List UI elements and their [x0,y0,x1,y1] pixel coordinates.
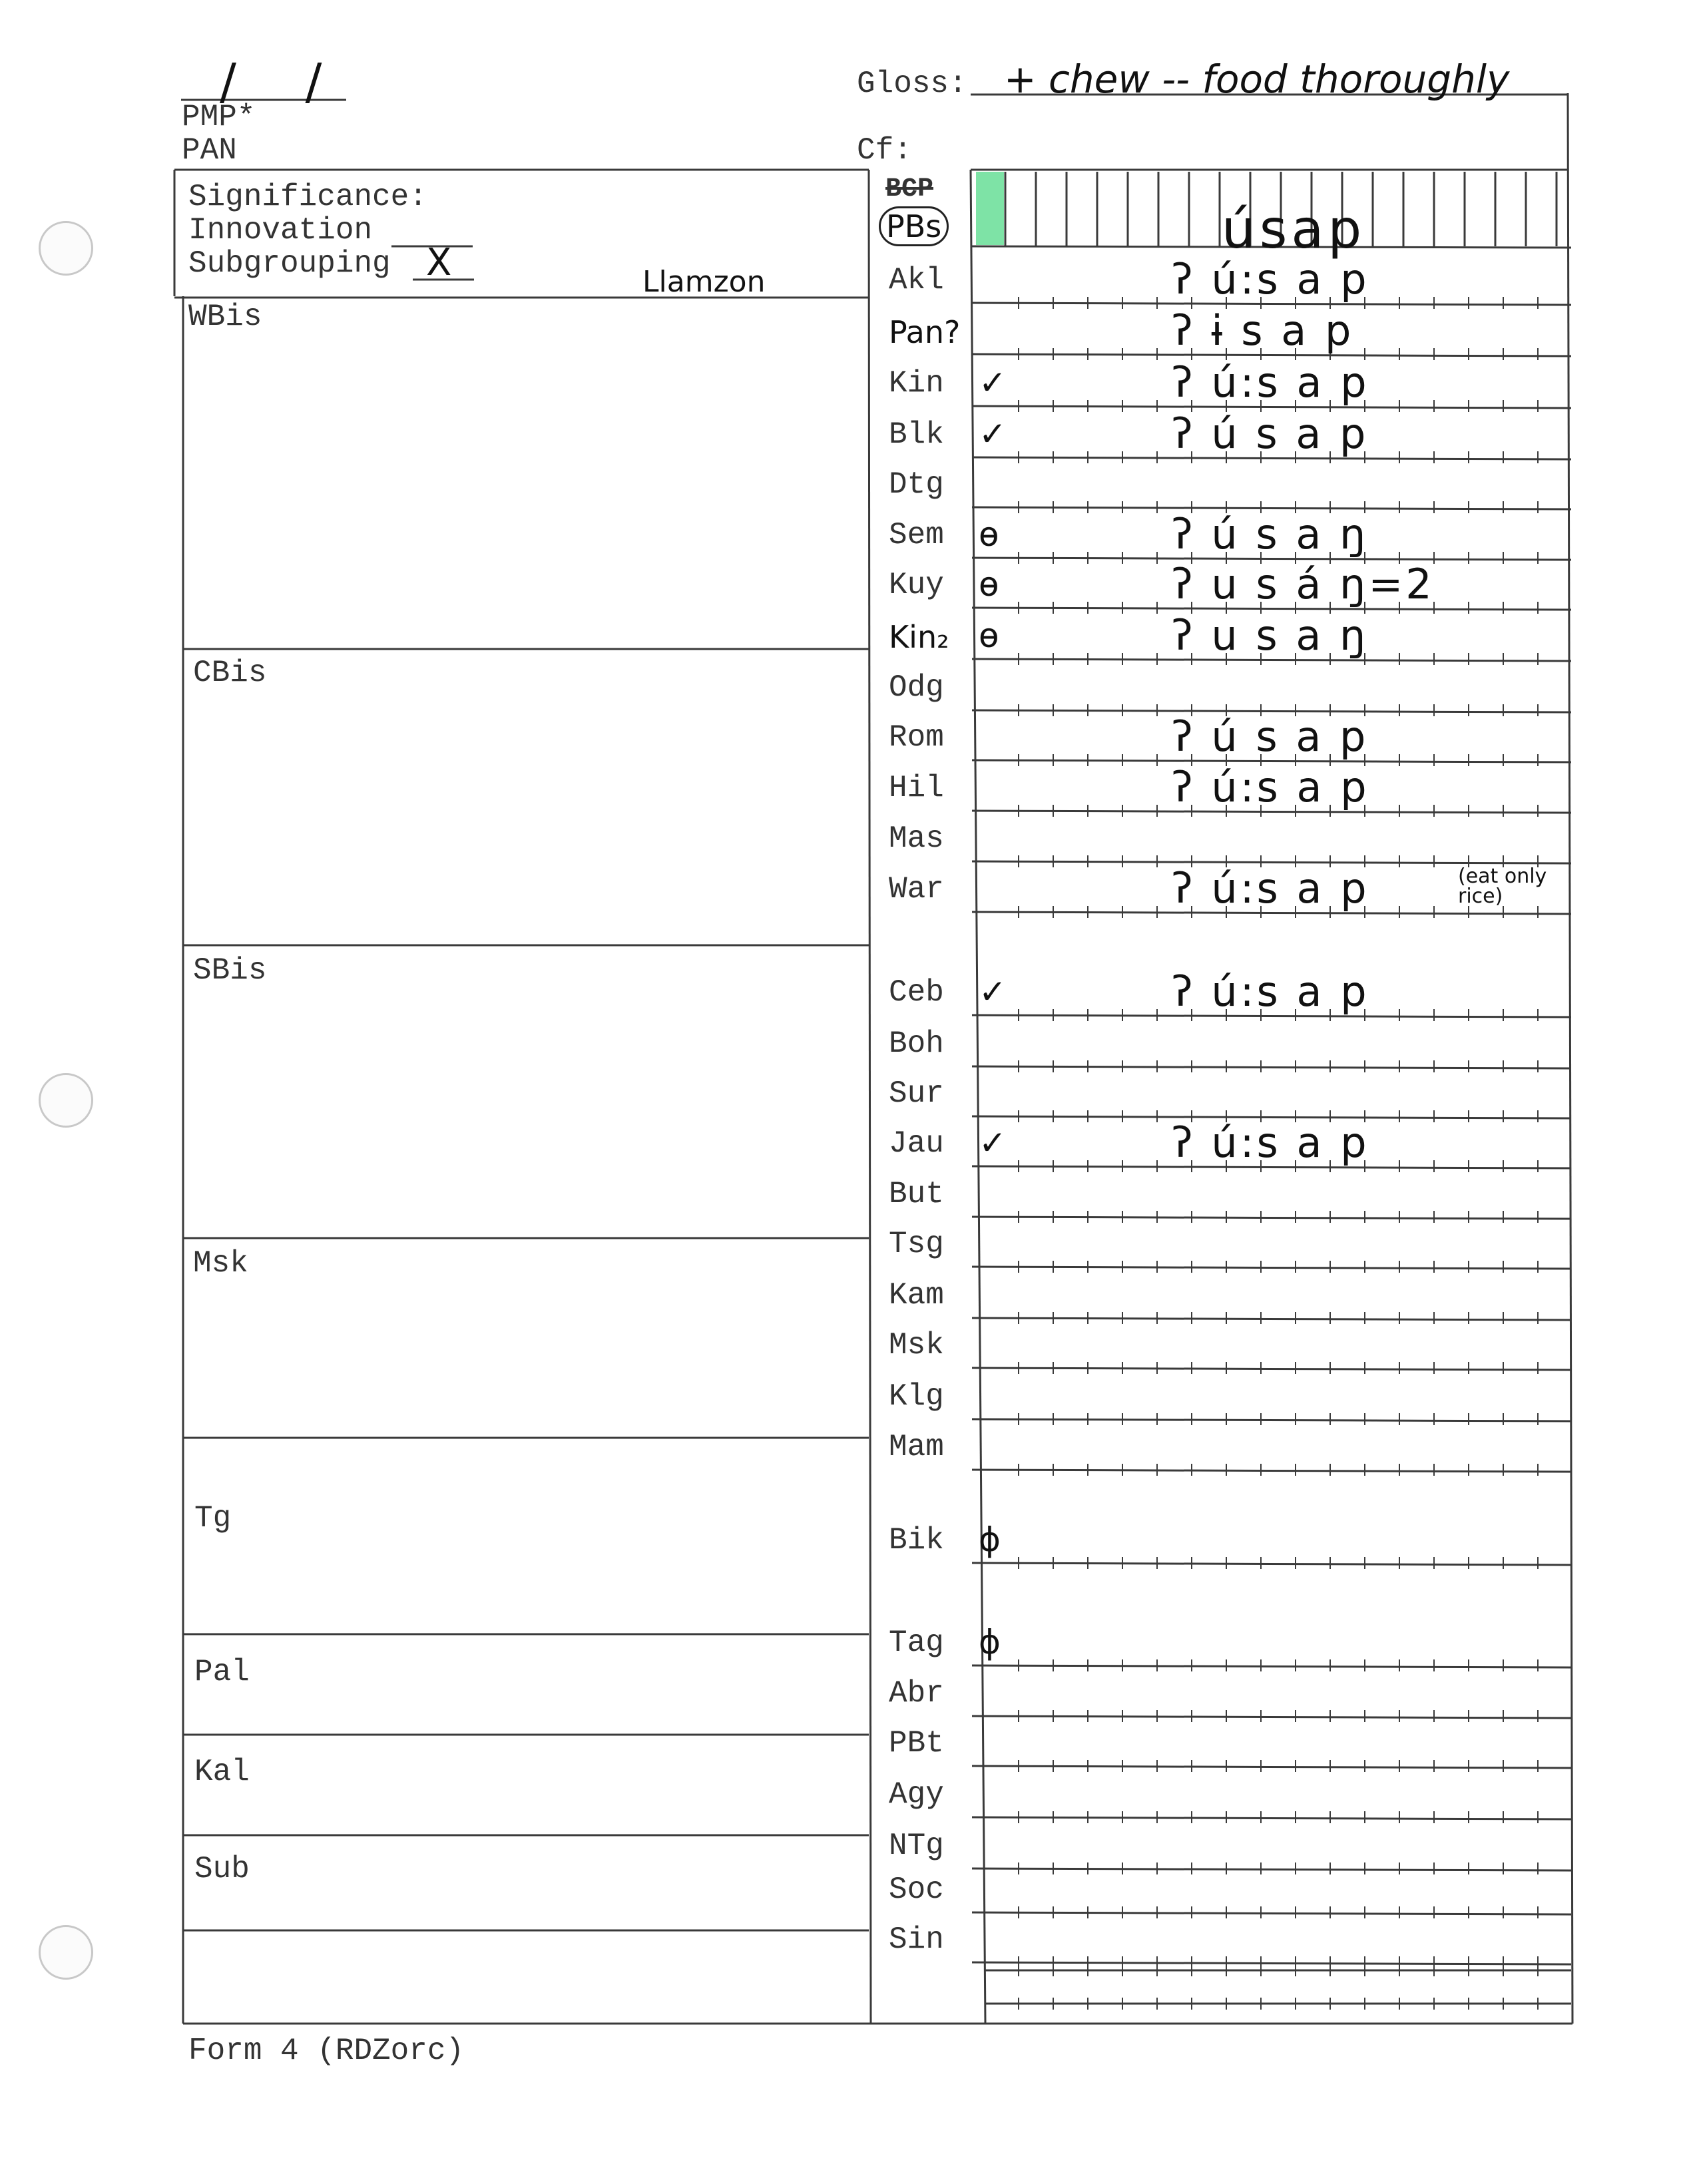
language-code: PBt [889,1726,944,1761]
language-code: Ceb [889,975,944,1010]
language-code: Dtg [889,467,944,502]
reconstructed-form: ʔ ú:s a p [1172,358,1369,407]
language-code: Agy [889,1777,944,1812]
language-code: Bik [889,1523,944,1558]
language-code: Mas [889,821,944,856]
group-label-tg: Tg [194,1501,232,1536]
language-code: Kuy [889,568,944,602]
subgrouping-value: X [426,241,452,284]
reconstructed-form: ʔ ú s a ŋ [1172,510,1369,558]
group-label-sub: Sub [194,1852,250,1886]
status-mark: ✓ [979,973,1007,1011]
cf-label: Cf: [857,133,912,168]
language-code: Mam [889,1430,944,1464]
green-highlight [976,172,1004,245]
language-code: Msk [889,1328,944,1363]
status-mark: ɵ [979,616,999,655]
status-mark: ✓ [979,415,1007,453]
subgrouping-label: Subgrouping [188,246,391,281]
language-code: Tsg [889,1227,944,1261]
group-label-pal: Pal [194,1655,250,1689]
innovation-label: Innovation [188,213,373,248]
reconstructed-form: ʔ ú:s a p [1172,864,1369,913]
language-code: Kin [889,366,944,401]
reconstructed-form: ʔ ú s a p [1172,409,1369,458]
group-label-sbis: SBis [193,953,267,988]
status-mark: ✓ [979,363,1007,402]
reconstructed-form: ʔ ú:s a p [1172,763,1369,811]
reconstructed-form: ʔ ú s a p [1172,712,1369,761]
language-code: Sin [889,1922,944,1957]
status-mark: ϕ [979,1520,1001,1559]
language-code: But [889,1177,944,1211]
reconstructed-form: ʔ u s a ŋ [1172,611,1369,660]
language-code: Rom [889,720,944,755]
pan-label: PAN [182,133,237,168]
language-code: Soc [889,1872,944,1907]
significance-title: Significance: [188,180,427,214]
language-code: Kin₂ [889,619,949,655]
gloss-label: Gloss: [857,67,967,101]
status-mark: ✓ [979,1124,1007,1162]
language-code: Odg [889,670,944,705]
date-marks: / / [220,53,349,110]
crossed-label: BCP [885,174,934,204]
language-code: NTg [889,1829,944,1863]
group-label-wbis: WBis [188,300,262,334]
status-mark: ϕ [979,1623,1001,1661]
language-code: Kam [889,1278,944,1313]
language-code: PBs [879,206,949,246]
language-code: Sem [889,518,944,552]
language-code: Akl [889,263,944,298]
group-label-kal: Kal [194,1755,250,1789]
language-code: Pan? [889,314,961,350]
language-code: Sur [889,1076,944,1111]
language-code: War [889,872,944,907]
language-code: Abr [889,1676,944,1711]
language-code: Tag [889,1626,944,1660]
gloss-value: + chew -- food thoroughly [1004,57,1510,102]
group-label-msk: Msk [193,1246,248,1281]
reconstructed-form: ʔ u s á ŋ=2 [1172,560,1435,608]
group-label-cbis: CBis [193,656,267,690]
language-code: Boh [889,1026,944,1061]
reconstructed-form: ʔ ú:s a p [1172,255,1369,304]
gloss-note: (eat only rice) [1458,865,1547,908]
reconstructed-form: úsap [1222,198,1366,260]
form-footer: Form 4 (RDZorc) [188,2034,465,2068]
source-name: Llamzon [642,265,766,299]
language-code: Jau [889,1126,944,1161]
language-code: Blk [889,417,944,452]
status-mark: ɵ [979,565,999,604]
language-code: Hil [889,771,944,805]
language-code: Klg [889,1379,944,1414]
pmp-label: PMP* [182,100,256,134]
status-mark: ɵ [979,515,999,554]
reconstructed-form: ʔ ɨ s a p [1172,306,1354,355]
reconstructed-form: ʔ ú:s a p [1172,967,1369,1016]
reconstructed-form: ʔ ú:s a p [1172,1118,1369,1167]
